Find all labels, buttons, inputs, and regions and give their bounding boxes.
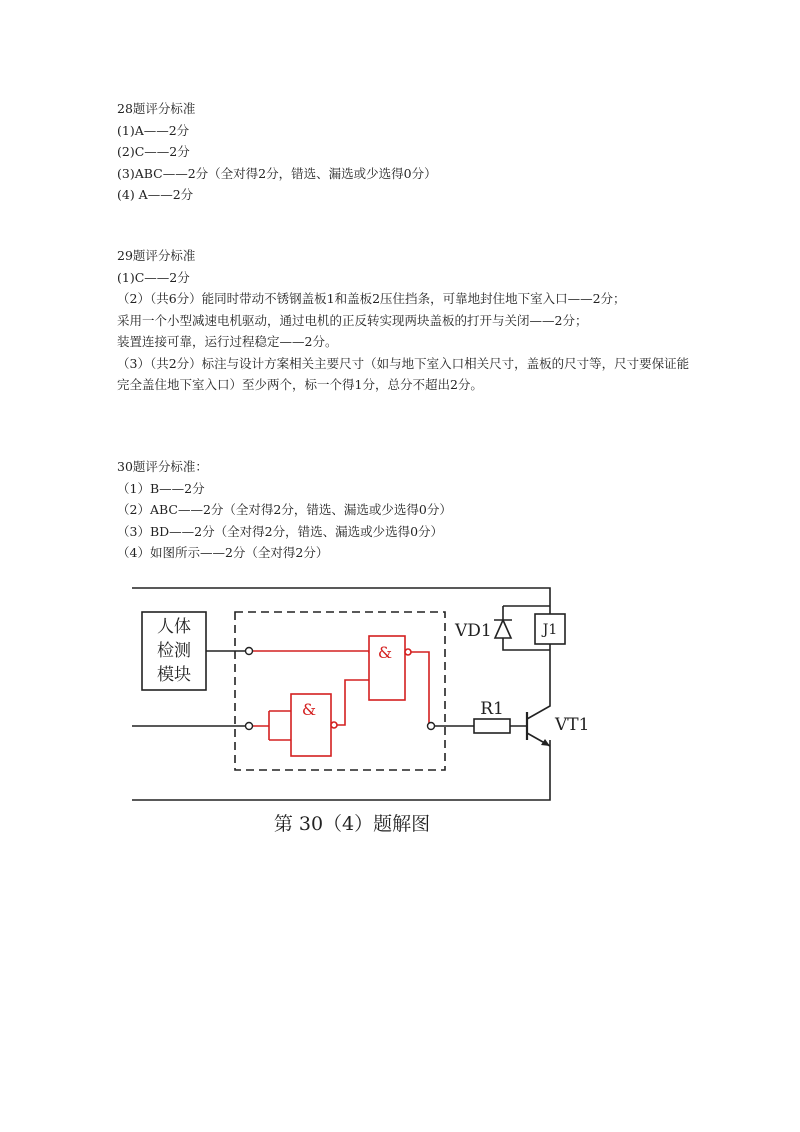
circuit-diagram <box>117 578 590 848</box>
section-title: 29题评分标准 <box>117 248 196 263</box>
section-29-scoring <box>117 245 697 396</box>
top-rail-wire <box>132 588 550 606</box>
answer-line: (2)C——2分 <box>117 144 190 159</box>
answer-line: （3）BD——2分（全对得2分，错选、漏选或少选得0分） <box>117 523 444 539</box>
transistor-collector <box>527 673 550 719</box>
answer-line: (4) A——2分 <box>117 187 194 202</box>
answer-line: (3)ABC——2分（全对得2分，错选、漏选或少选得0分） <box>117 165 437 181</box>
answer-line: （2）（共6分）能同时带动不锈钢盖板1和盖板2压住挡条，可靠地封住地下室入口——2分； <box>117 291 626 306</box>
answer-line: (1)A——2分 <box>117 122 190 138</box>
relay-label: J1 <box>542 622 558 638</box>
gate-symbol: & <box>377 643 393 662</box>
answer-dashed-box <box>235 612 445 770</box>
section-title: 28题评分标准 <box>117 101 196 116</box>
transistor-label: VT1 <box>555 715 590 735</box>
module-label-line: 模块 <box>157 665 191 685</box>
section-28-scoring <box>117 98 697 206</box>
answer-line: （3）（共2分）标注与设计方案相关主要尺寸（如与地下室入口相关尺寸，盖板的尺寸等，尺寸要保证能完全盖住地下室入口）至少两个，标一个得1分，总分不超出2分。 <box>117 355 690 392</box>
answer-line: 装置连接可靠，运行过程稳定——2分。 <box>117 334 338 349</box>
section-30-scoring <box>117 456 697 564</box>
gate-output-bubble <box>405 649 411 655</box>
figure-caption: 第 30（4）题解图 <box>273 813 431 835</box>
circuit-figure <box>117 578 590 848</box>
section-title: 30题评分标准： <box>117 459 208 474</box>
answer-line: 采用一个小型减速电机驱动，通过电机的正反转实现两块盖板的打开与关闭——2分； <box>117 312 588 328</box>
input-terminal <box>246 648 253 655</box>
answer-line: （4）如图所示——2分（全对得2分） <box>117 545 329 560</box>
resistor-label: R1 <box>480 699 504 719</box>
gate-symbol: & <box>301 700 317 719</box>
diode-label: VD1 <box>455 621 492 641</box>
diode-vd1 <box>495 620 511 638</box>
output-terminal <box>428 723 435 730</box>
input-terminal <box>246 723 253 730</box>
module-label-line: 检测 <box>157 641 191 661</box>
answer-line: （2）ABC——2分（全对得2分，错选、漏选或少选得0分） <box>117 502 452 517</box>
answer-line: （1）B——2分 <box>117 480 205 496</box>
answer-line: (1)C——2分 <box>117 269 190 285</box>
module-label-line: 人体 <box>157 617 191 637</box>
gate-output-bubble <box>331 722 337 728</box>
resistor-r1 <box>474 719 510 733</box>
